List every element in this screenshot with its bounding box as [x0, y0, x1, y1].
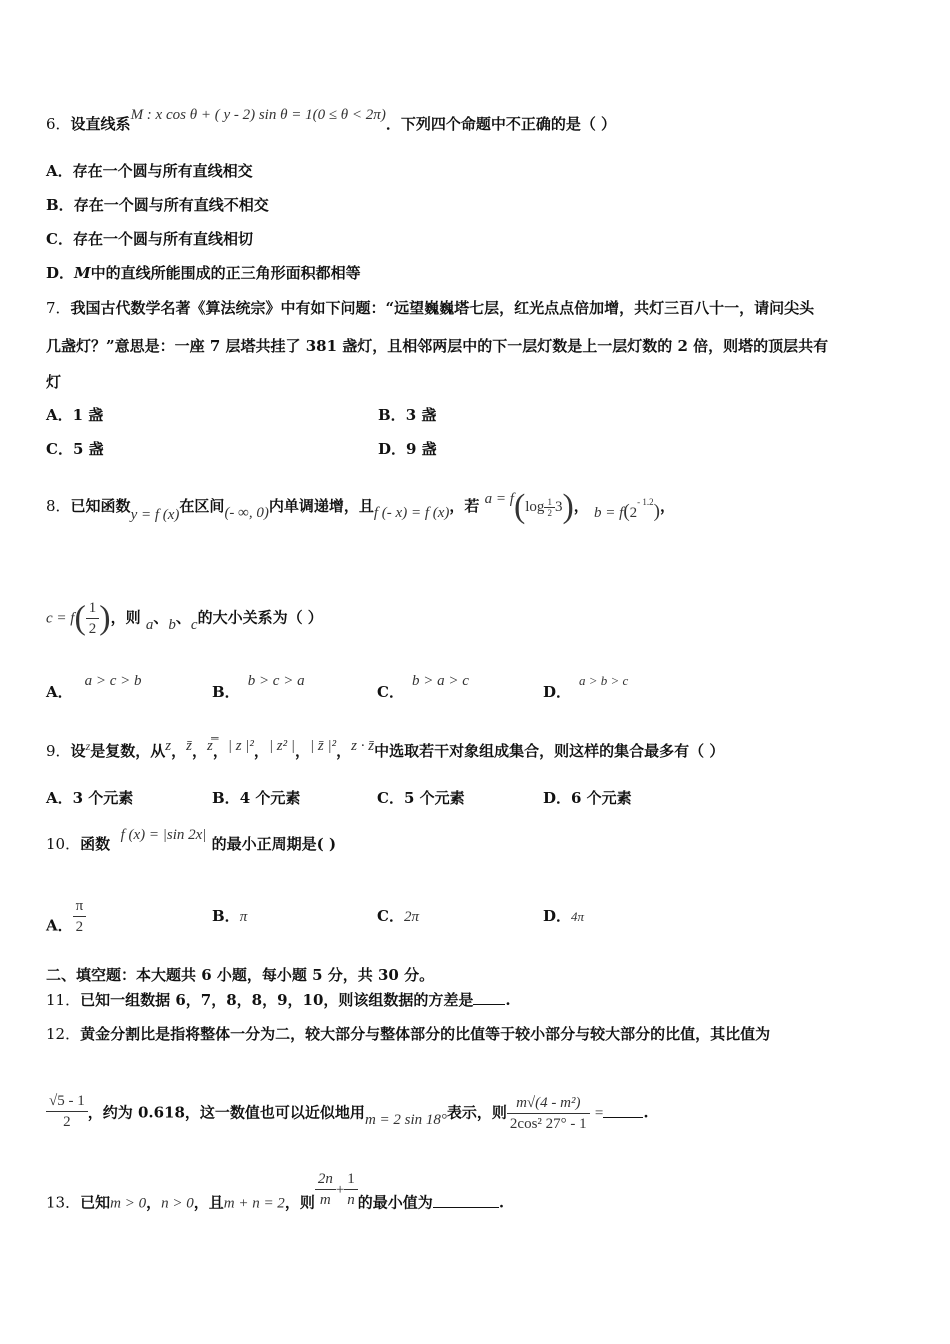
q8-option-d: D．a > b > c [543, 673, 629, 701]
q9-option-c: C．5 个元素 [377, 789, 465, 807]
q9-option-b: B．4 个元素 [212, 789, 301, 807]
q6-option-b: B．存在一个圆与所有直线不相交 [46, 196, 269, 214]
question-number: 13． [46, 1193, 81, 1212]
answer-blank[interactable] [473, 990, 505, 1005]
q6-formula: M : x cos θ + ( y - 2) sin θ = 1(0 ≤ θ < 2π) [130, 107, 386, 123]
q8-option-a: A．a > c > b [46, 673, 142, 701]
q7-option-c: C．5 盏 [46, 440, 104, 458]
q6-option-d: D．M中的直线所能围成的正三角形面积都相等 [46, 264, 361, 282]
q7-stem-line3: 灯 [46, 373, 62, 391]
question-number: 8． [46, 497, 71, 515]
q7-option-a: A．1 盏 [46, 406, 104, 424]
question-number: 6． [46, 115, 71, 133]
q10-option-b: B．π [212, 907, 248, 925]
q12-stem-line2: $\frac{√5 - 1}{2}$ ，约为 0.618，这一数值也可以近似地用m = 2 sin 18°表示，则 $\frac{\text{m√(4 - m²)}}{\text{2cos² 27° - 1}}$ = . [46, 1093, 649, 1134]
q9-option-d: D．6 个元素 [543, 789, 632, 807]
answer-blank[interactable] [433, 1193, 499, 1208]
q11-stem: 11．已知一组数据 6，7，8，8，9，10，则该组数据的方差是 . [46, 991, 511, 1009]
q10-formula: f (x) = |sin 2x| [120, 827, 207, 843]
q10-option-d: D．4π [543, 907, 585, 925]
q8-option-b: B．b > c > a [212, 673, 305, 701]
q12-stem-line1: 12．黄金分割比是指将整体一分为二，较大部分与整体部分的比值等于较小部分与较大部分的比值，其比值为 [46, 1025, 771, 1043]
q7-option-d: D．9 盏 [378, 440, 437, 458]
q10-option-a: A． $\frac{\pi}{2}$ [46, 906, 86, 947]
section-heading: 二、填空题：本大题共 6 小题，每小题 5 分，共 30 分。 [46, 966, 435, 984]
q9-stem: 9．设$^z$是复数，从z，z̄，z̿，| z |²，| z² |，| z̄ |²，z · z̄中选取若干对象组成集合，则这样的集合最多有（ ） [46, 738, 725, 760]
question-number: 12． [46, 1025, 81, 1043]
q8-stem: 8．已知函数y = f (x)在区间(- ∞, 0)内单调递增，且f (- x) = f (x)，若 a = f(log $\frac{1}{2}$ 3)， $b = f(2^{- 1.2})$， [46, 488, 675, 525]
answer-blank[interactable] [603, 1103, 643, 1118]
q7-stem-line1: 7．我国古代数学名著《算法统宗》中有如下问题：“远望巍巍塔七层，红光点点倍加增，共灯三百八十一，请问尖头 [46, 299, 815, 317]
question-number: 10． [46, 835, 81, 853]
q10-stem: 10．函数 f (x) = |sin 2x| 的最小正周期是( ) [46, 827, 337, 853]
q9-option-a: A．3 个元素 [46, 789, 134, 807]
question-number: 11． [46, 991, 81, 1009]
q8-option-c: C．b > a > c [377, 673, 469, 701]
question-number: 7． [46, 299, 71, 317]
q10-option-c: C．2π [377, 907, 419, 925]
q7-stem-line2: 几盏灯？”意思是：一座 7 层塔共挂了 381 盏灯，且相邻两层中的下一层灯数是上一层灯数的 2 倍，则塔的顶层共有 [46, 337, 829, 355]
q7-option-b: B．3 盏 [378, 406, 437, 424]
q8-stem-cont: c = f( $\frac{1}{2}$ )，则 a、b、c的大小关系为（ ） [46, 599, 323, 637]
q6-option-a: A．存在一个圆与所有直线相交 [46, 162, 253, 180]
q13-stem: 13．已知m > 0，n > 0，且m + n = 2，则 $\frac{2n}{m}$ + $\frac{1}{n}$ 的最小值为 . [46, 1171, 505, 1212]
q6-option-c: C．存在一个圆与所有直线相切 [46, 230, 253, 248]
q6-stem: 6．设直线系M : x cos θ + ( y - 2) sin θ = 1(0 ≤ θ < 2π)．下列四个命题中不正确的是（ ） [46, 107, 617, 133]
question-number: 9． [46, 742, 71, 760]
